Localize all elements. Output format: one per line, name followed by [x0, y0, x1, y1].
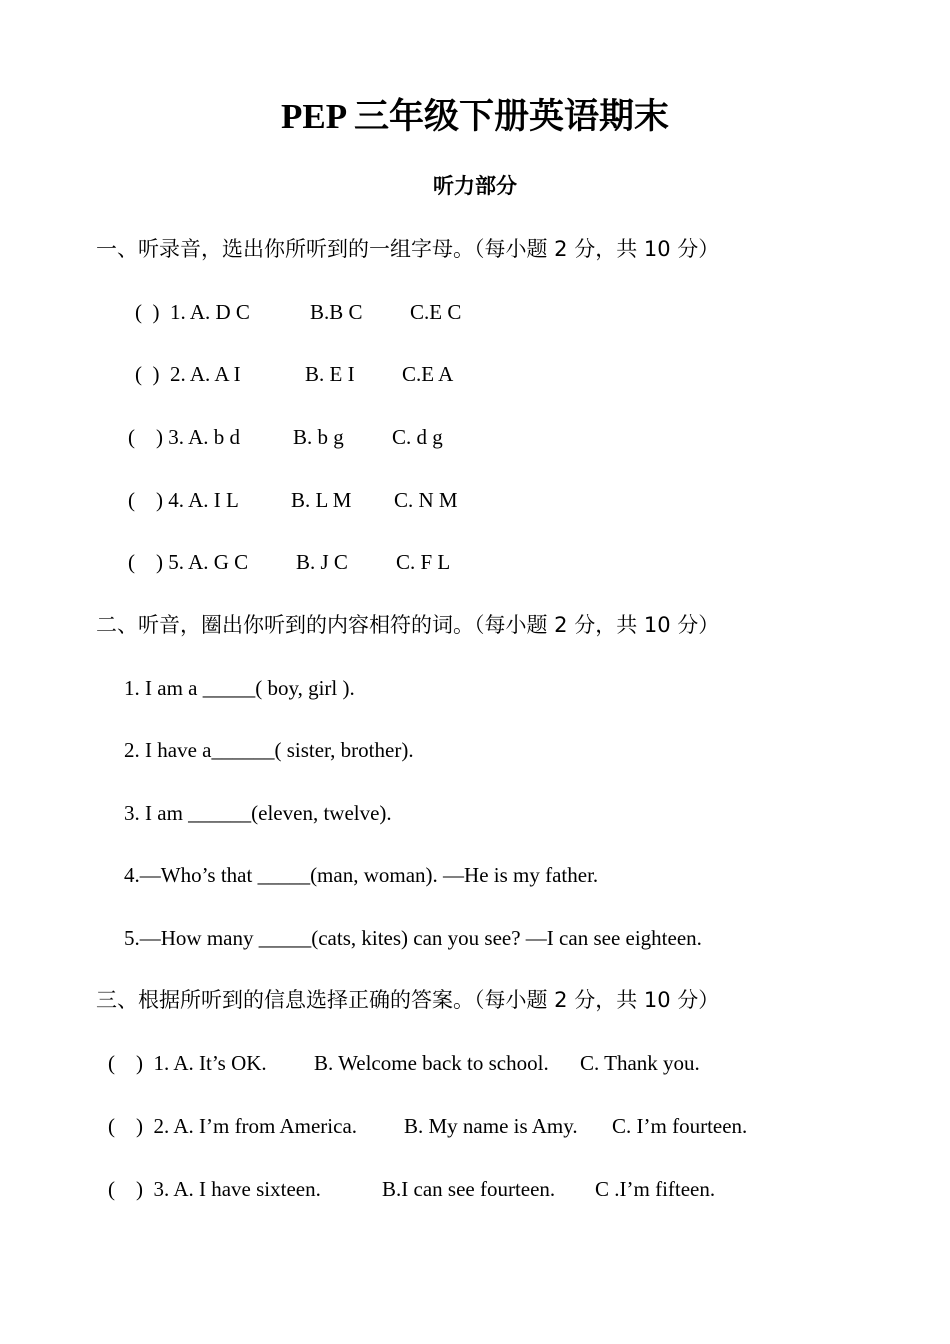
item-prefix: ( ) 2. A. A I [135, 362, 241, 386]
section-2-item-5: 5.—How many _____(cats, kites) can you see? —I can see eighteen. [124, 926, 702, 950]
option-b: B. Welcome back to school. [314, 1051, 549, 1075]
option-c: C.E A [402, 362, 454, 386]
item-prefix: ( ) 3. A. b d [128, 425, 240, 449]
item-prefix: ( ) 1. A. It’s OK. [108, 1051, 267, 1075]
section-1-heading: 一、听录音，选出你所听到的一组字母。（每小题 2 分，共 10 分） [96, 237, 720, 261]
option-c: C.E C [410, 300, 462, 324]
option-c: C. F L [396, 550, 451, 574]
item-prefix: ( ) 3. A. I have sixteen. [108, 1177, 321, 1201]
option-c: C. d g [392, 425, 443, 449]
section-3-heading: 三、根据所听到的信息选择正确的答案。（每小题 2 分，共 10 分） [96, 988, 720, 1012]
option-c: C. I’m fourteen. [612, 1114, 748, 1138]
option-b: B. L M [291, 488, 352, 512]
section-2-heading: 二、听音，圈出你听到的内容相符的词。（每小题 2 分，共 10 分） [96, 613, 720, 637]
option-c: C .I’m fifteen. [595, 1177, 716, 1201]
item-prefix: ( ) 2. A. I’m from America. [108, 1114, 358, 1138]
option-c: C. N M [394, 488, 458, 512]
option-c: C. Thank you. [580, 1051, 700, 1075]
option-b: B. J C [296, 550, 348, 574]
item-prefix: ( ) 1. A. D C [135, 300, 250, 324]
page-title: PEP 三年级下册英语期末 [281, 97, 669, 136]
item-prefix: ( ) 4. A. I L [128, 488, 239, 512]
item-prefix: ( ) 5. A. G C [128, 550, 249, 574]
option-b: B. My name is Amy. [404, 1114, 578, 1138]
option-b: B. E I [305, 362, 355, 386]
section-2-item-2: 2. I have a______( sister, brother). [124, 738, 414, 762]
section-2-item-1: 1. I am a _____( boy, girl ). [124, 676, 355, 700]
section-2-item-3: 3. I am ______(eleven, twelve). [124, 801, 392, 825]
option-b: B. b g [293, 425, 344, 449]
option-b: B.I can see fourteen. [382, 1177, 556, 1201]
section-subtitle: 听力部分 [433, 174, 517, 198]
section-2-item-4: 4.—Who’s that _____(man, woman). —He is my father. [124, 863, 599, 887]
option-b: B.B C [310, 300, 363, 324]
